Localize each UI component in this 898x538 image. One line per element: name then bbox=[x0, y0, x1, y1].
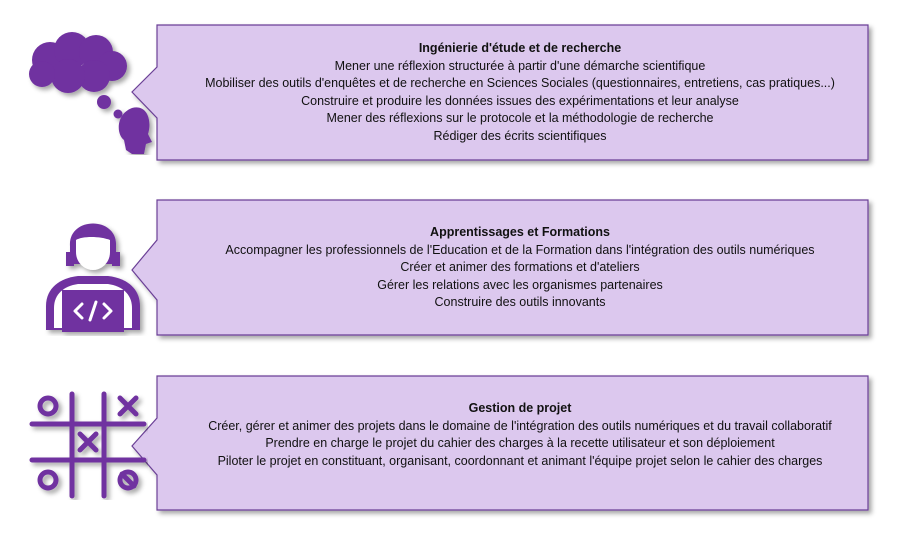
section-line: Mener une réflexion structurée à partir d'une démarche scientifique bbox=[334, 58, 706, 73]
section-line: Construire et produire les données issues des expérimentations et leur analyse bbox=[301, 93, 739, 108]
section-line: Mobiliser des outils d'enquêtes et de recherche en Sciences Sociales (questionnaires, entretiens, cas pratiques...) bbox=[205, 76, 835, 91]
section-line: Créer et animer des formations et d'ateliers bbox=[400, 260, 640, 275]
section-line: Gérer les relations avec les organismes partenaires bbox=[377, 277, 663, 292]
tic-tac-toe-icon bbox=[28, 390, 148, 500]
developer-laptop-icon bbox=[38, 206, 148, 336]
section-apprentissages bbox=[170, 224, 870, 312]
section-line: Accompagner les professionnels de l'Education et de la Formation dans l'intégration des outils numériques bbox=[225, 242, 815, 257]
section-line: Piloter le projet en constituant, organisant, coordonnant et animant l'équipe projet selon le cahier des charges bbox=[217, 453, 823, 468]
section-line: Créer, gérer et animer des projets dans le domaine de l'intégration des outils numériques et du travail collaboratif bbox=[208, 418, 832, 433]
thought-cloud-head-icon bbox=[20, 30, 155, 155]
section-gestion-projet bbox=[170, 400, 870, 470]
section-line: Prendre en charge le projet du cahier des charges à la recette utilisateur et son déploiement bbox=[265, 436, 775, 451]
section-title: Apprentissages et Formations bbox=[430, 225, 610, 239]
section-title: Ingénierie d'étude et de recherche bbox=[418, 41, 622, 55]
section-title: Gestion de projet bbox=[468, 401, 572, 415]
section-ingenierie bbox=[170, 40, 870, 146]
section-line: Mener des réflexions sur le protocole et la méthodologie de recherche bbox=[326, 111, 714, 126]
section-line: Construire des outils innovants bbox=[434, 295, 606, 310]
section-line: Rédiger des écrits scientifiques bbox=[433, 128, 607, 143]
